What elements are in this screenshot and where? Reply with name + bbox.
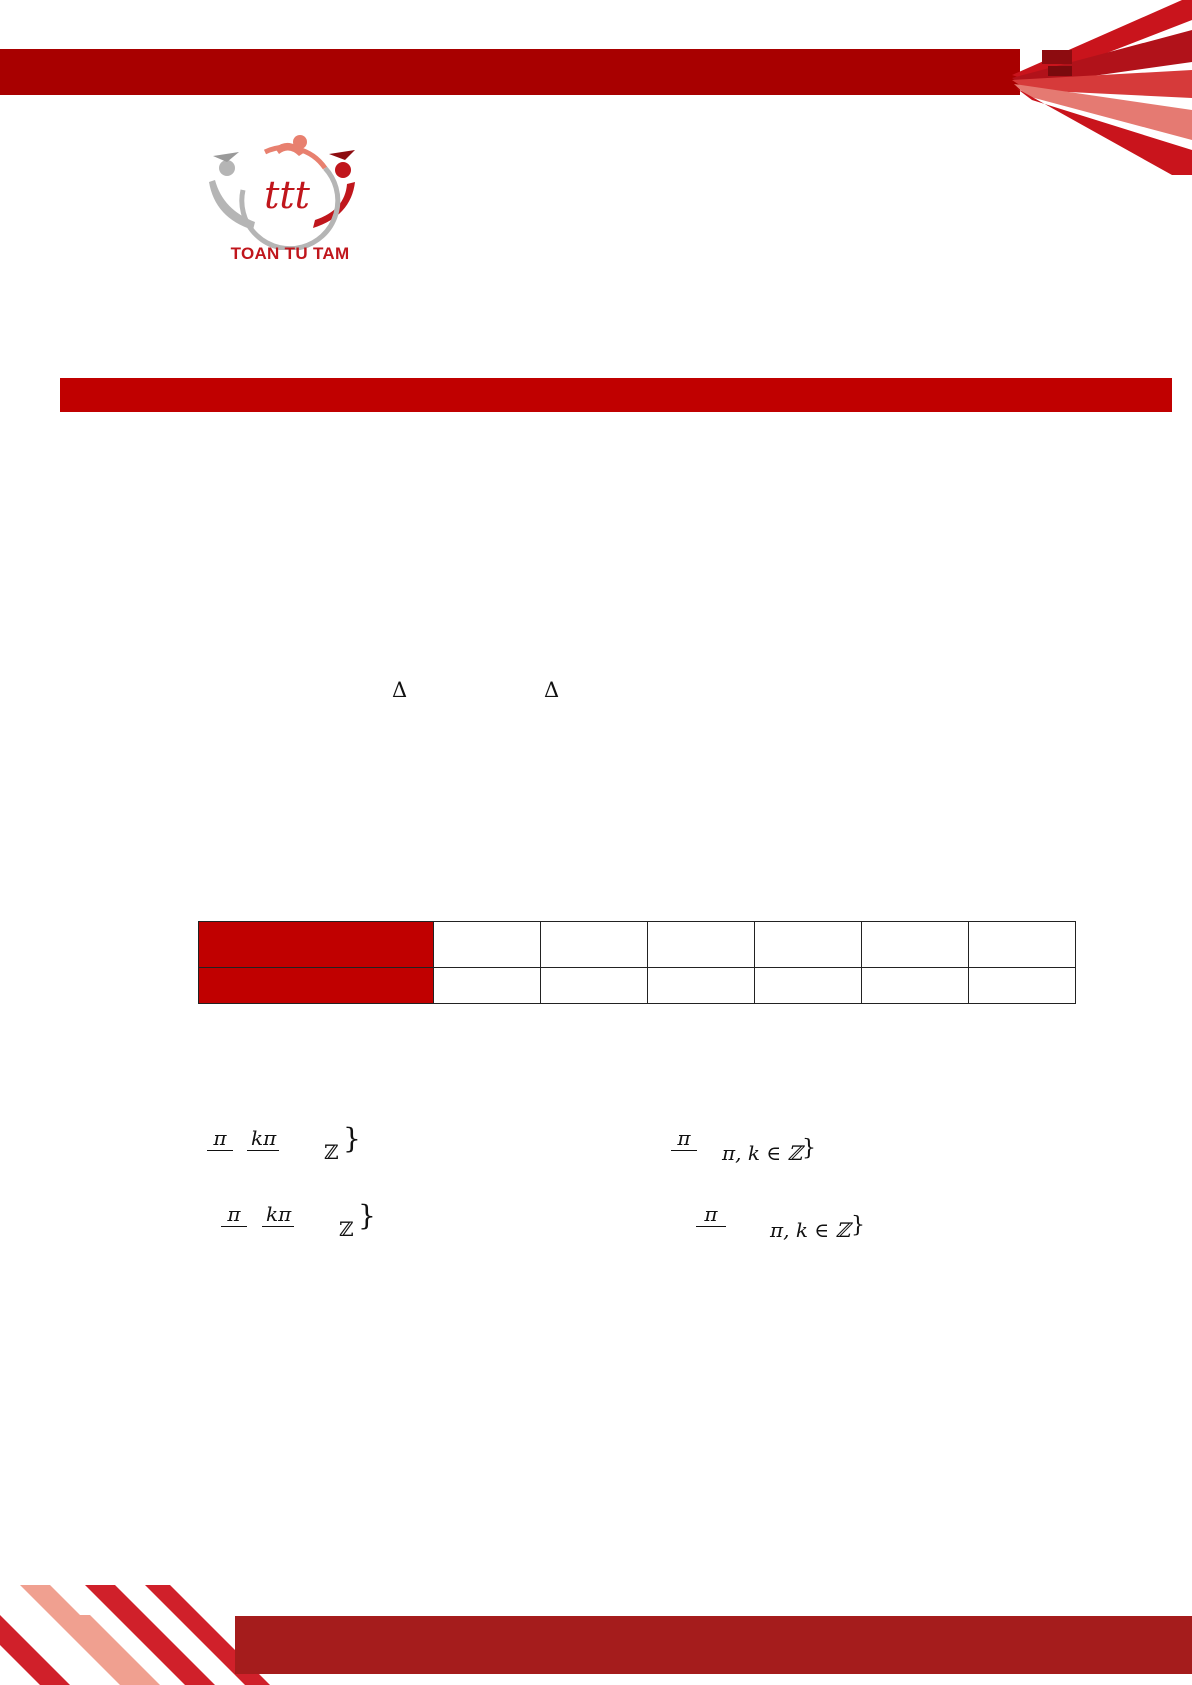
fraction: π bbox=[207, 1126, 233, 1151]
closing-brace: } bbox=[343, 1122, 361, 1155]
fraction: π bbox=[696, 1202, 726, 1227]
closing-brace: } bbox=[358, 1199, 376, 1232]
table-cell bbox=[862, 922, 969, 968]
table-row bbox=[199, 968, 1076, 1004]
logo-emblem-icon bbox=[205, 130, 375, 250]
math-expression: π, k ∈ ℤ bbox=[770, 1218, 851, 1242]
footer-band bbox=[235, 1616, 1192, 1674]
table-cell bbox=[648, 922, 755, 968]
brand-logo bbox=[205, 130, 375, 270]
table-cell bbox=[969, 922, 1076, 968]
integer-set-symbol: ℤ bbox=[339, 1217, 354, 1241]
closing-brace: } bbox=[802, 1136, 816, 1161]
table-cell bbox=[969, 968, 1076, 1004]
logo-brand-text: TOAN TU TAM bbox=[230, 244, 350, 263]
fraction: π bbox=[671, 1126, 697, 1151]
table-cell bbox=[755, 922, 862, 968]
math-expression: π, k ∈ ℤ bbox=[722, 1141, 803, 1165]
delta-symbol: Δ bbox=[544, 678, 560, 702]
header-rays-decoration bbox=[972, 0, 1192, 175]
fraction: π bbox=[221, 1202, 247, 1227]
table-header-cell bbox=[199, 922, 434, 968]
table-cell bbox=[434, 968, 541, 1004]
table-cell bbox=[648, 968, 755, 1004]
value-table bbox=[198, 921, 1076, 1004]
table-cell bbox=[541, 968, 648, 1004]
table-row bbox=[199, 922, 1076, 968]
header-band bbox=[0, 49, 1020, 95]
fraction: kπ bbox=[247, 1126, 279, 1151]
fraction: kπ bbox=[262, 1202, 294, 1227]
section-heading-bar bbox=[60, 378, 1172, 412]
logo-monogram: ttt bbox=[264, 173, 310, 217]
table-cell bbox=[434, 922, 541, 968]
table-cell bbox=[755, 968, 862, 1004]
closing-brace: } bbox=[851, 1213, 865, 1238]
delta-symbol: Δ bbox=[392, 678, 408, 702]
table-cell bbox=[541, 922, 648, 968]
table-header-cell bbox=[199, 968, 434, 1004]
integer-set-symbol: ℤ bbox=[324, 1140, 339, 1164]
table-cell bbox=[862, 968, 969, 1004]
